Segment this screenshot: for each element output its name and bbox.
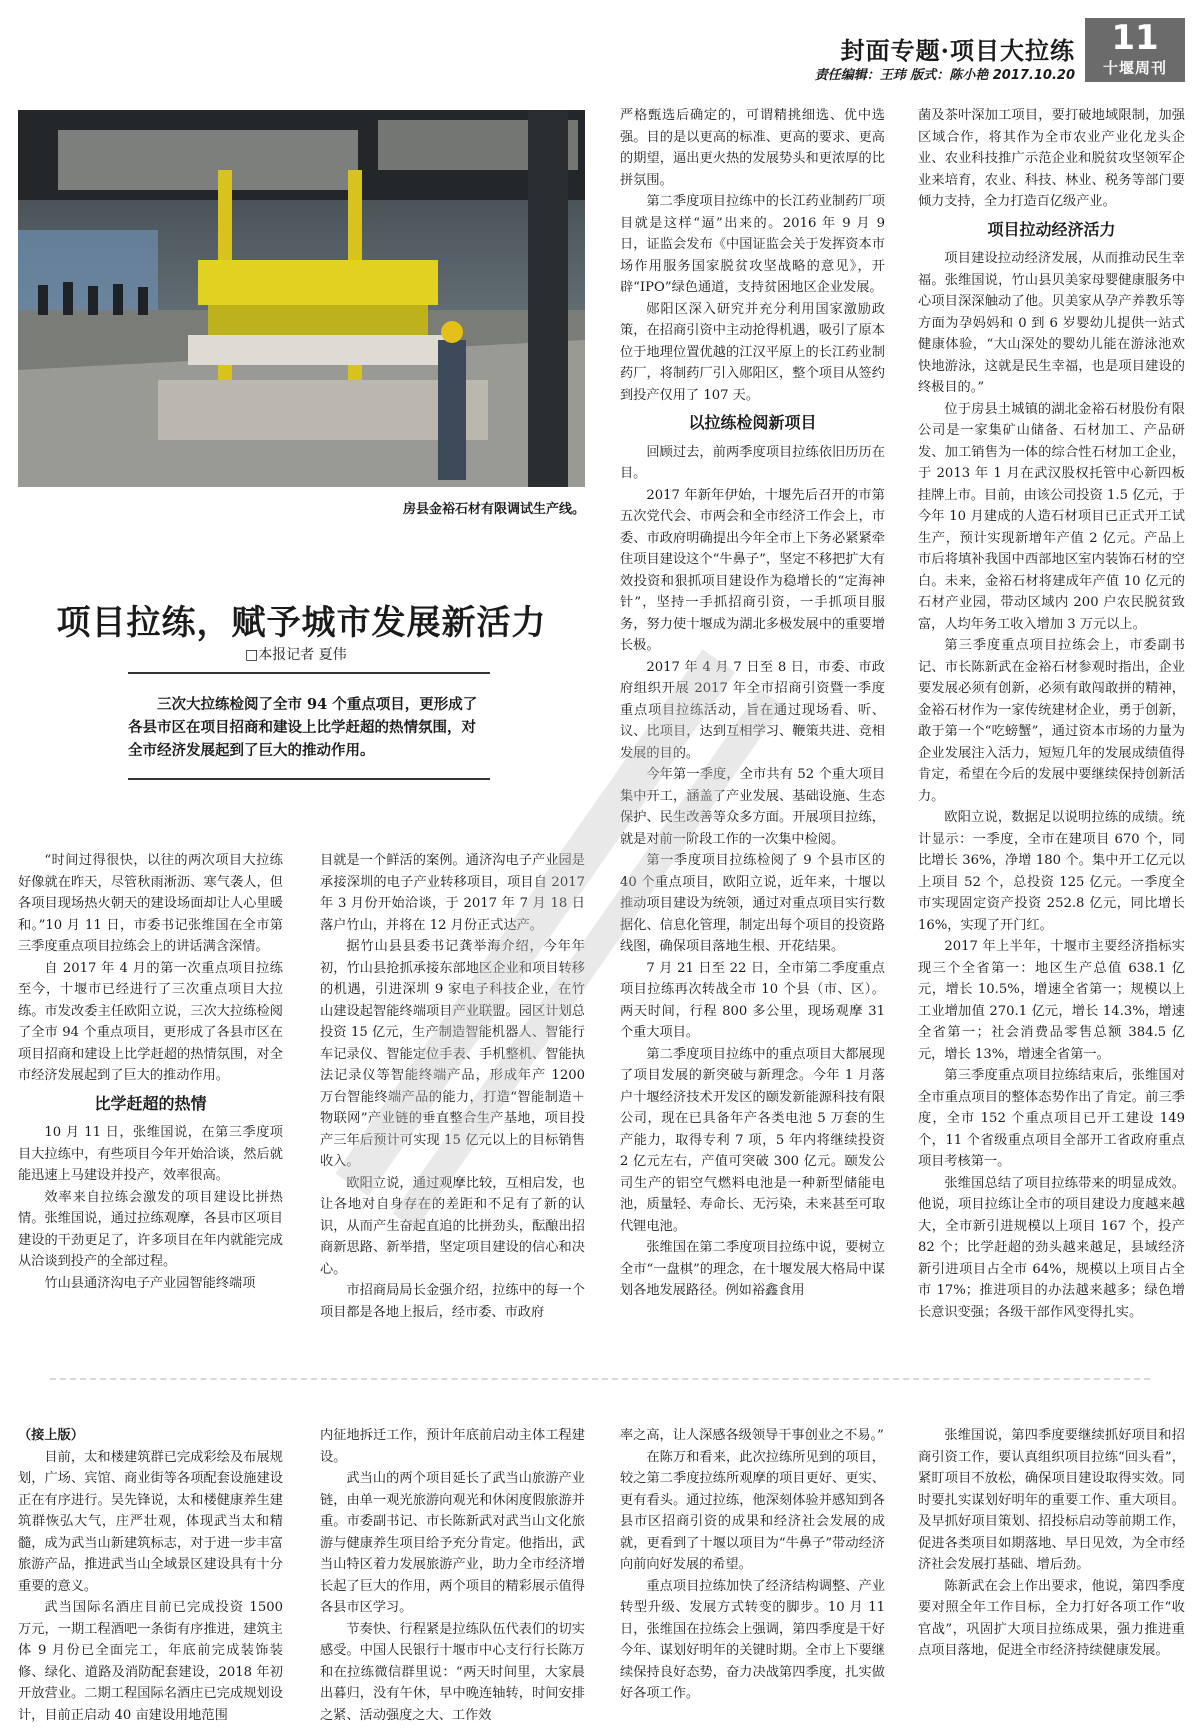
subheading: 比学赶超的热情 [94, 1093, 207, 1113]
paragraph: 市招商局局长金强介绍，拉练中的每一个项目都是各地上报后，经市委、市政府 [320, 1283, 585, 1320]
paragraph: 张维国说，第四季度要继续抓好项目和招商引资工作，要认真组织项目拉练“回头看”，紧盯项目不放松，确保项目建设取得实效。同时要扎实谋划好明年的重要工作、重大项目。及早抓好项目策划、招投标启动等前期工作，促进各类项目如期落地、早日见效，为全市经济社会发展打基础、增后劲。 [918, 1428, 1185, 1572]
page-number: 11 [1111, 18, 1159, 58]
paragraph: 内征地拆迁工作，预计年底前启动主体工程建设。 [320, 1428, 585, 1465]
paragraph: 效率来自拉练会激发的项目建设比拼热情。张维国说，通过拉练观摩，各县市区项目建设的干劲更足了，许多项目在年内就能完成从洽谈到投产的全部过程。 [18, 1189, 283, 1269]
paragraph: 据竹山县县委书记龚举海介绍，今年年初，竹山县抢抓承接东部地区企业和项目转移的机遇，引进深圳 9 家电子科技企业，在竹山建设起智能终端项目产业联盟。园区计划总投资 15 亿元，生产制造智能机器人、智能行车记录仪、智能定位手表、手机整机、智能执法记录仪等智能终端产品，形成年产 1200 万台智能终端产品的能力，打造“智能制造＋物联网”产业链的垂直整合生产基地，项目投产三年后预计可实现 15 亿元以上的目标销售收入。 [320, 939, 585, 1169]
article-lead: 三次大拉练检阅了全市 94 个重点项目，更形成了各县市区在项目招商和建设上比学赶超的热情氛围，对全市经济发展起到了巨大的推动作用。 [128, 696, 478, 759]
paragraph: 郧阳区深入研究并充分利用国家激励政策，在招商引资中主动抢得机遇，吸引了原本位于地理位置优越的江汉平原上的长江药业制药厂，将制药厂引入郧阳区，整个项目从签约到投产仅用了 107 天。 [620, 301, 885, 403]
paragraph: 10 月 11 日，张维国说，在第三季度项目大拉练中，有些项目今年开始洽谈，然后就能迅速上马建设并投产，效率很高。 [18, 1125, 283, 1183]
continued-column-3 [620, 1425, 885, 1705]
paragraph: 2017 年上半年，十堰市主要经济指标实现三个全省第一：地区生产总值 638.1 亿元，增长 10.5%，增速全省第一；规模以上工业增加值 270.1 亿元，增长 14.3%，增速全省第一；社会消费品零售总额 384.5 亿元，增长 13%，增速全省第一。 [918, 939, 1185, 1062]
paragraph: 目前，太和楼建筑群已完成彩绘及布展规划，广场、宾馆、商业街等各项配套设施建设正在有序进行。吴先锋说，太和楼健康养生建筑群恢弘大气，庄严壮观，体现武当太和精髓，成为武当山新建筑标志，对于进一步丰富旅游产品，推进武当山全域景区建设具有十分重要的意义。 [18, 1449, 283, 1594]
paragraph: 2017 年新年伊始，十堰先后召开的市第五次党代会、市两会和全市经济工作会上，市委、市政府明确提出今年全市上下务必紧紧牵住项目建设这个“牛鼻子”，坚定不移把扩大有效投资和狠抓项目建设作为稳增长的“定海神针”，坚持一手抓招商引资，一手抓项目服务，努力使十堰成为湖北多极发展中的重要增长极。 [620, 487, 885, 653]
subheading: 以拉练检阅新项目 [688, 413, 817, 432]
factory-photo-illustration [18, 110, 585, 487]
paragraph: 武当山的两个项目延长了武当山旅游产业链，由单一观光旅游向观光和休闲度假旅游并重。市委副书记、市长陈新武对武当山文化旅游与健康养生项目给予充分肯定。他指出，武当山特区着力发展旅游产业，助力全市经济增长起了巨大的作用，两个项目的精彩展示值得各县市区学习。 [320, 1471, 585, 1615]
article-headline: 项目拉练，赋予城市发展新活力 [56, 603, 547, 643]
continued-column-1 [18, 1425, 283, 1726]
paragraph: 欧阳立说，数据足以说明拉练的成绩。统计显示：一季度，全市在建项目 670 个，同比增长 36%，净增 180 个。集中开工亿元以上项目 52 个，总投资 125 亿元。一季度全市实现固定资产投资 252.8 亿元，同比增长 16%，实现了开门红。 [918, 810, 1185, 933]
photo-caption: 房县金裕石材有限调试生产线。 [402, 502, 585, 517]
article-column-2 [320, 850, 585, 1323]
paragraph: 项目建设拉动经济发展，从而推动民生幸福。张维国说，竹山县贝美家母婴健康服务中心项目深深触动了他。贝美家从孕产养教乐等方面为孕妈妈和 0 到 6 岁婴幼儿提供一站式健康体验，“大山深处的婴幼儿能在游泳池欢快地游泳，这就是民生幸福，也是项目建设的终极目的。” [918, 251, 1185, 395]
paragraph: 菌及茶叶深加工项目，要打破地域限制，加强区域合作，将其作为全市农业产业化龙头企业、农业科技推广示范企业和脱贫攻坚领军企业来培育，农业、科技、林业、税务等部门要倾力支持，全力打造百亿级产业。 [918, 108, 1185, 209]
paragraph: 第一季度项目拉练检阅了 9 个县市区的 40 个重点项目，欧阳立说，近年来，十堰以推动项目建设为统领，通过对重点项目实行数据化、信息化管理，制定出每个项目的投资路线图，确保项目落地生根、开花结果。 [620, 853, 885, 954]
paragraph: 张维国在第二季度项目拉练中说，要树立全市“一盘棋”的理念，在十堰发展大格局中谋划各地发展路径。例如裕鑫食用 [620, 1240, 885, 1298]
paragraph: 7 月 21 日至 22 日，全市第二季度重点项目拉练再次转战全市 10 个县（市、区）。两天时间，行程 800 多公里，现场观摩 31 个重大项目。 [620, 960, 885, 1040]
lead-top-rule [128, 672, 490, 674]
paragraph: 陈新武在会上作出要求，他说，第四季度要对照全年工作目标，全力打好各项工作“收官战”，巩固扩大项目拉练成果，强力推进重点项目落地，促进全市经济持续健康发展。 [918, 1578, 1185, 1658]
paragraph: “时间过得很快，以往的两次项目大拉练好像就在昨天，尽管秋雨淅沥、寒气袭人，但各项目现场热火朝天的建设场面却让人心里暖和。”10 月 11 日，市委书记张维国在全市第三季度重点项目拉练会上的讲话满含深情。 [18, 853, 283, 954]
paragraph: 位于房县土城镇的湖北金裕石材股份有限公司是一家集矿山储备、石材加工、产品研发、加工销售为一体的综合性石材加工企业，于 2013 年 1 月在武汉股权托管中心新四板挂牌上市。目前，由该公司投资 1.5 亿元，于今年 10 月建成的人造石材项目已正式开工试生产，预计实现新增年产值 2 亿元。产品上市后将填补我国中西部地区室内装饰石材的空白。未来，金裕石材将建成年产值 10 亿元的石材产业园，带动区域内 200 户农民脱贫致富，人均年务工收入增加 3 万元以上。 [918, 401, 1185, 632]
paragraph: 在陈万和看来，此次拉练所见到的项目，较之第二季度拉练所观摩的项目更好、更实、更有看头。通过拉练，他深刻体验并感知到各县市区招商引资的成果和经济社会发展的成就，更看到了十堰以项目为“牛鼻子”带动经济向前向好发展的希望。 [620, 1449, 885, 1572]
paragraph: 率之高，让人深感各级领导干事创业之不易。” [620, 1428, 884, 1443]
article-column-4 [918, 105, 1185, 1323]
section-divider [50, 1378, 1150, 1380]
paragraph: 2017 年 4 月 7 日至 8 日，市委、市政府组织开展 2017 年全市招商引资暨一季度重点项目拉练活动，旨在通过现场看、听、议、比项目，达到互相学习、鞭策共进、竞相发展的目的。 [620, 659, 885, 761]
factory-photo [18, 110, 585, 487]
paragraph: 欧阳立说，通过观摩比较，互相启发，也让各地对自身存在的差距和不足有了新的认识，从而产生奋起直追的比拼劲头，酝酿出招商新思路、新举措，坚定项目建设的信心和决心。 [320, 1175, 585, 1277]
section-title: 封面专题·项目大拉练 [840, 36, 1075, 65]
paragraph: 今年第一季度，全市共有 52 个重大项目集中开工，涵盖了产业发展、基础设施、生态保护、民生改善等众多方面。开展项目拉练，就是对前一阶段工作的一次集中检阅。 [620, 767, 885, 847]
paragraph: 目就是一个鲜活的案例。通济沟电子产业园是承接深圳的电子产业转移项目，项目自 2017 年 3 月份开始洽谈，于 2017 年 7 月 18 日落户竹山，并将在 12 月份正式达产。 [320, 853, 585, 933]
lead-bottom-rule [128, 778, 490, 780]
paragraph: 竹山县通济沟电子产业园智能终端项 [44, 1275, 256, 1291]
paragraph: 张维国总结了项目拉练带来的明显成效。他说，项目拉练让全市的项目建设力度越来越大，全市新引进规模以上项目 167 个，投产 82 个；比学赶超的劲头越来越足，县域经济新引进项目占全市 64%，规模以上项目占全市 17%；推进项目的办法越来越多；绿色增长意识变强；各级干部作风变得扎实。 [918, 1175, 1185, 1320]
editor-credits: 责任编辑：王玮 版式：陈小艳 2017.10.20 [814, 68, 1075, 83]
paragraph: 自 2017 年 4 月的第一次重点项目拉练至今，十堰市已经进行了三次重点项目大拉练。市发改委主任欧阳立说，三次大拉练检阅了全市 94 个重点项目，更形成了各县市区在项目招商和建设上比学赶超的热情氛围，对全市经济发展起到了巨大的推动作用。 [18, 960, 283, 1083]
page-number-box [1085, 18, 1185, 82]
paragraph: 重点项目拉练加快了经济结构调整、产业转型升级、发展方式转变的脚步。10 月 11 日，张维国在拉练会上强调，第四季度是干好今年、谋划好明年的关键时期。全市上下要继续保持良好态势，奋力决战第四季度，扎实做好各项工作。 [620, 1578, 885, 1701]
paper-name: 十堰周刊 [1102, 59, 1167, 77]
continued-marker: （接上版） [18, 1428, 84, 1443]
continued-column-4 [918, 1425, 1185, 1662]
article-byline: □本报记者 夏伟 [245, 647, 347, 663]
subheading: 项目拉动经济活力 [987, 219, 1116, 239]
paragraph: 第三季度重点项目拉练结束后，张维国对全市重点项目的整体态势作出了肯定。前三季度，全市 152 个重点项目已开工建设 149 个，11 个省级重点项目全部开工省政府重点项目考核第一。 [918, 1068, 1185, 1169]
paragraph: 回顾过去，前两季度项目拉练依旧历历在目。 [620, 444, 885, 481]
paragraph: 严格甄选后确定的，可谓精挑细选、优中选强。目的是以更高的标准、更高的要求、更高的期望，逼出更火热的发展势头和更浓厚的比拼氛围。 [620, 108, 885, 188]
article-column-3 [620, 105, 885, 1302]
paragraph: 第二季度项目拉练中的重点项目大都展现了项目发展的新突破与新理念。今年 1 月落户十堰经济技术开发区的颐发新能源科技有限公司，现在已具备年产各类电池 5 万套的生产能力，取得专利 7 项，5 年内将继续投资 2 亿元左右，产值可突破 300 亿元。颐发公司生产的铝空气燃料电池是一种新型储能电池，质量轻、寿命长、无污染，未来甚至可取代锂电池。 [620, 1046, 885, 1234]
paragraph: 武当国际名酒庄目前已完成投资 1500 万元，一期工程酒吧一条街有序推进，建筑主体 9 月份已全面完工，年底前完成装饰装修、绿化、道路及消防配套建设，2018 年初开放营业。二期工程国际名酒庄已完成规划设计，目前正启动 40 亩建设用地范围 [18, 1600, 283, 1723]
paragraph: 节奏快、行程紧是拉练队伍代表们的切实感受。中国人民银行十堰市中心支行行长陈万和在拉练微信群里说：“两天时间里，大家晨出暮归，没有午休，早中晚连轴转，时间安排之紧、活动强度之大、工作效 [320, 1621, 585, 1723]
paragraph: 第二季度项目拉练中的长江药业制药厂项目就是这样“逼”出来的。2016 年 9 月 9 日，证监会发布《中国证监会关于发挥资本市场作用服务国家脱贫攻坚战略的意见》，开辟“IPO”绿色通道，支持贫困地区企业发展。 [620, 194, 885, 295]
article-column-1 [18, 850, 283, 1294]
paragraph: 第三季度重点项目拉练会上，市委副书记、市长陈新武在金裕石材参观时指出，企业要发展必须有创新，必须有敢闯敢拼的精神，金裕石材作为一家传统建材企业，勇于创新，敢于第一个“吃螃蟹”，通过资本市场的力量为企业发展注入活力，短短几年的发展成绩值得肯定，希望在今后的发展中要继续保持创新活力。 [918, 638, 1185, 804]
continued-column-2 [320, 1425, 585, 1726]
